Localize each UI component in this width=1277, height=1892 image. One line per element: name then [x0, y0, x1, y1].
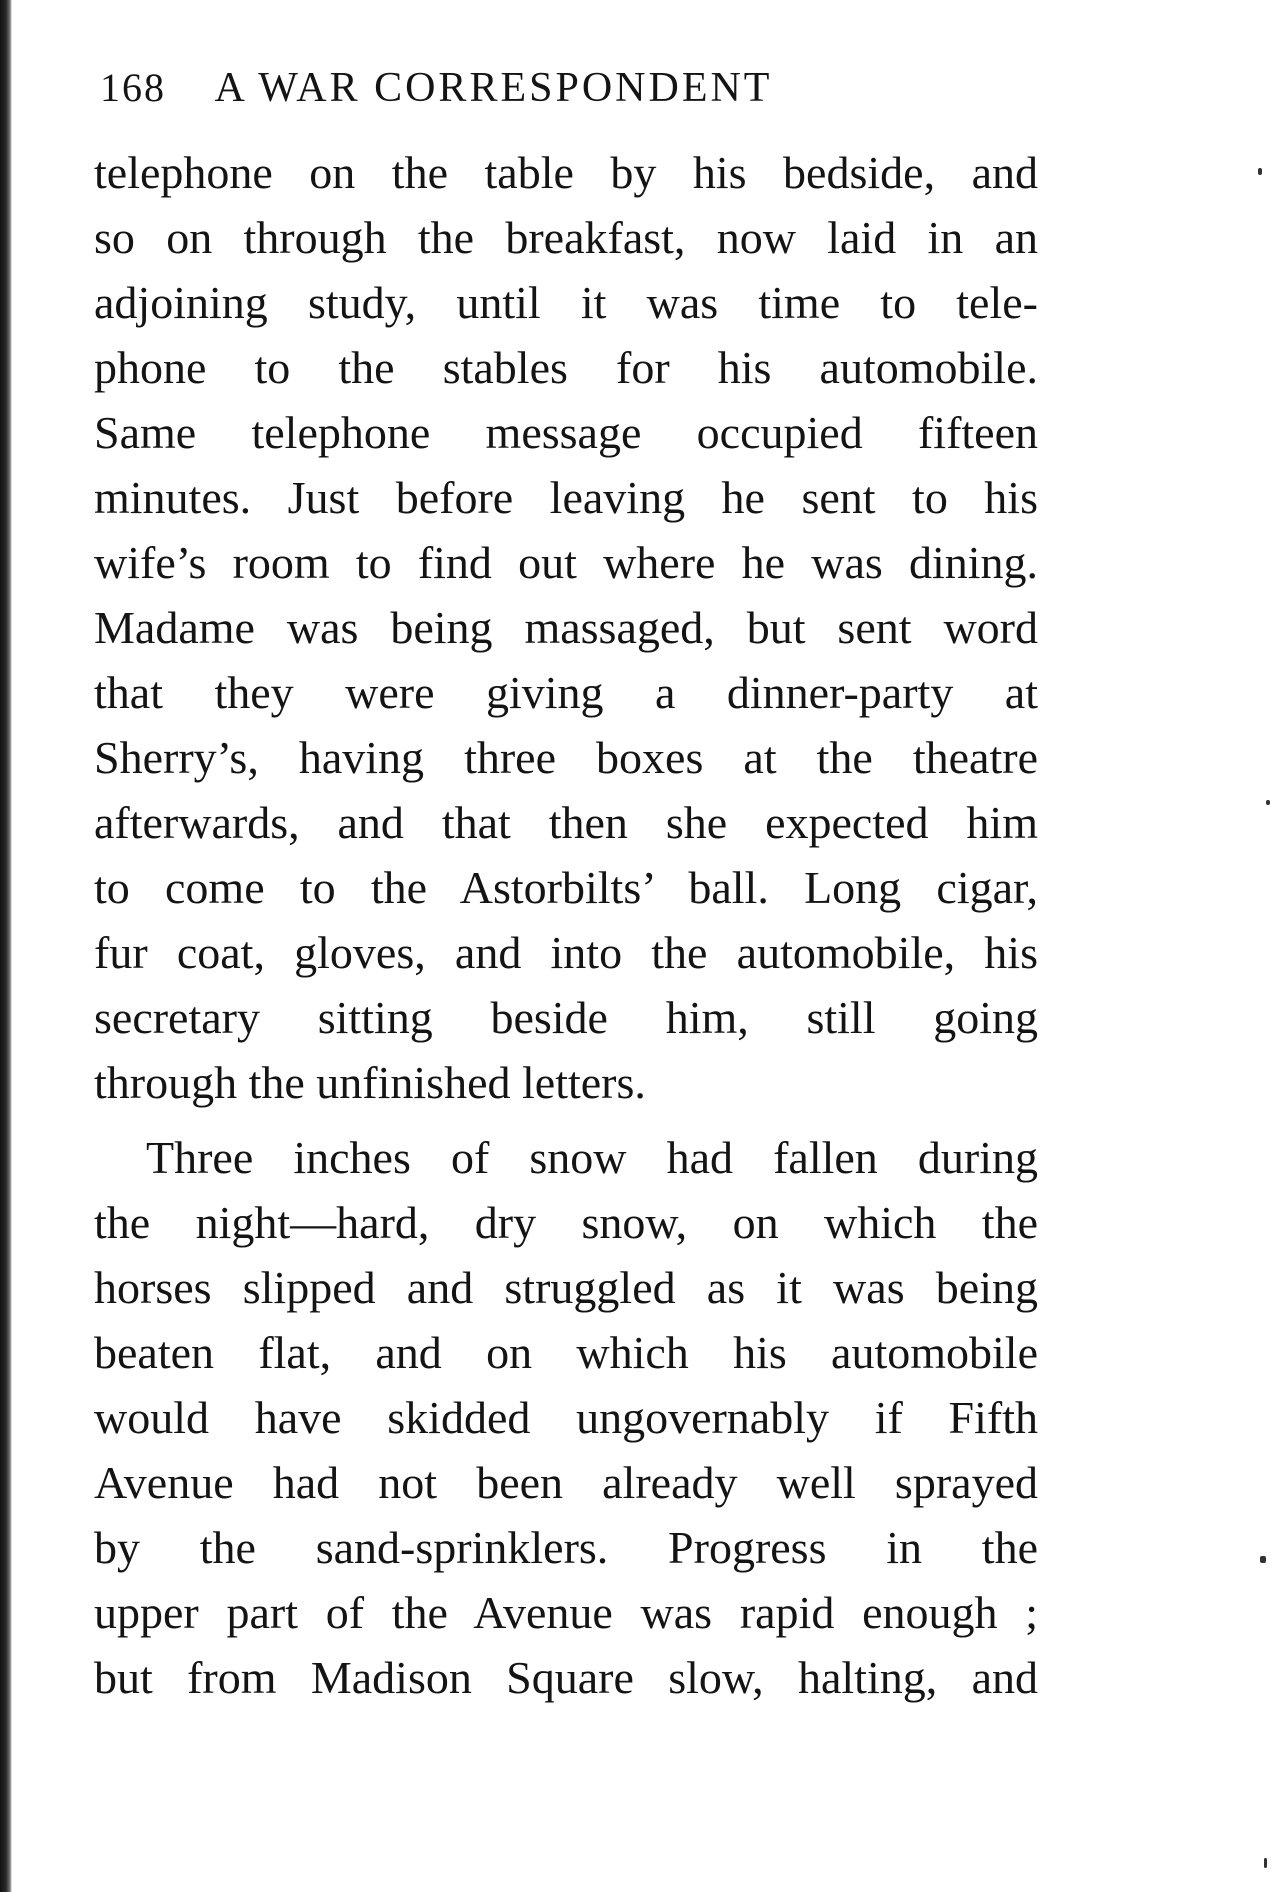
paragraph-gap	[94, 1115, 1038, 1125]
body-text	[94, 140, 1038, 1710]
text-line: Same telephone message occupied fifteen	[94, 407, 1038, 458]
text-line: adjoining study, until it was time to tele-	[94, 277, 1038, 328]
ink-speck	[1258, 168, 1262, 175]
binding-edge	[0, 0, 12, 1892]
text-line: Madame was being massaged, but sent word	[94, 602, 1038, 653]
text-line: but from Madison Square slow, halting, and	[94, 1652, 1038, 1703]
text-line: the night—hard, dry snow, on which the	[94, 1197, 1038, 1248]
ink-speck	[1260, 1556, 1266, 1563]
text-line: fur coat, gloves, and into the automobile, his	[94, 927, 1038, 978]
ink-speck	[1264, 1858, 1267, 1868]
paragraph	[94, 140, 1038, 1115]
text-line: Avenue had not been already well sprayed	[94, 1457, 1038, 1508]
page-number: 168	[100, 65, 166, 110]
text-line: by the sand-sprinklers. Progress in the	[94, 1522, 1038, 1573]
text-line: to come to the Astorbilts’ ball. Long cigar,	[94, 862, 1038, 913]
text-line: upper part of the Avenue was rapid enough ;	[94, 1587, 1038, 1638]
text-line: phone to the stables for his automobile.	[94, 342, 1038, 393]
running-title: A WAR CORRESPONDENT	[214, 65, 773, 111]
text-line: telephone on the table by his bedside, and	[94, 147, 1038, 198]
text-line: that they were giving a dinner-party at	[94, 667, 1038, 718]
text-line: Three inches of snow had fallen during	[146, 1132, 1038, 1183]
paragraph	[94, 1125, 1038, 1710]
text-line: would have skidded ungovernably if Fifth	[94, 1392, 1038, 1443]
text-line: beaten flat, and on which his automobile	[94, 1327, 1038, 1378]
text-line: minutes. Just before leaving he sent to his	[94, 472, 1038, 523]
text-line: afterwards, and that then she expected him	[94, 797, 1038, 848]
text-line: Sherry’s, having three boxes at the theatre	[94, 732, 1038, 783]
running-head	[100, 58, 772, 118]
text-line: so on through the breakfast, now laid in an	[94, 212, 1038, 263]
text-line: secretary sitting beside him, still going	[94, 992, 1038, 1043]
ink-speck	[1266, 800, 1270, 805]
text-line: horses slipped and struggled as it was being	[94, 1262, 1038, 1313]
text-line: wife’s room to find out where he was dining.	[94, 537, 1038, 588]
text-line: through the unfinished letters.	[94, 1057, 646, 1108]
